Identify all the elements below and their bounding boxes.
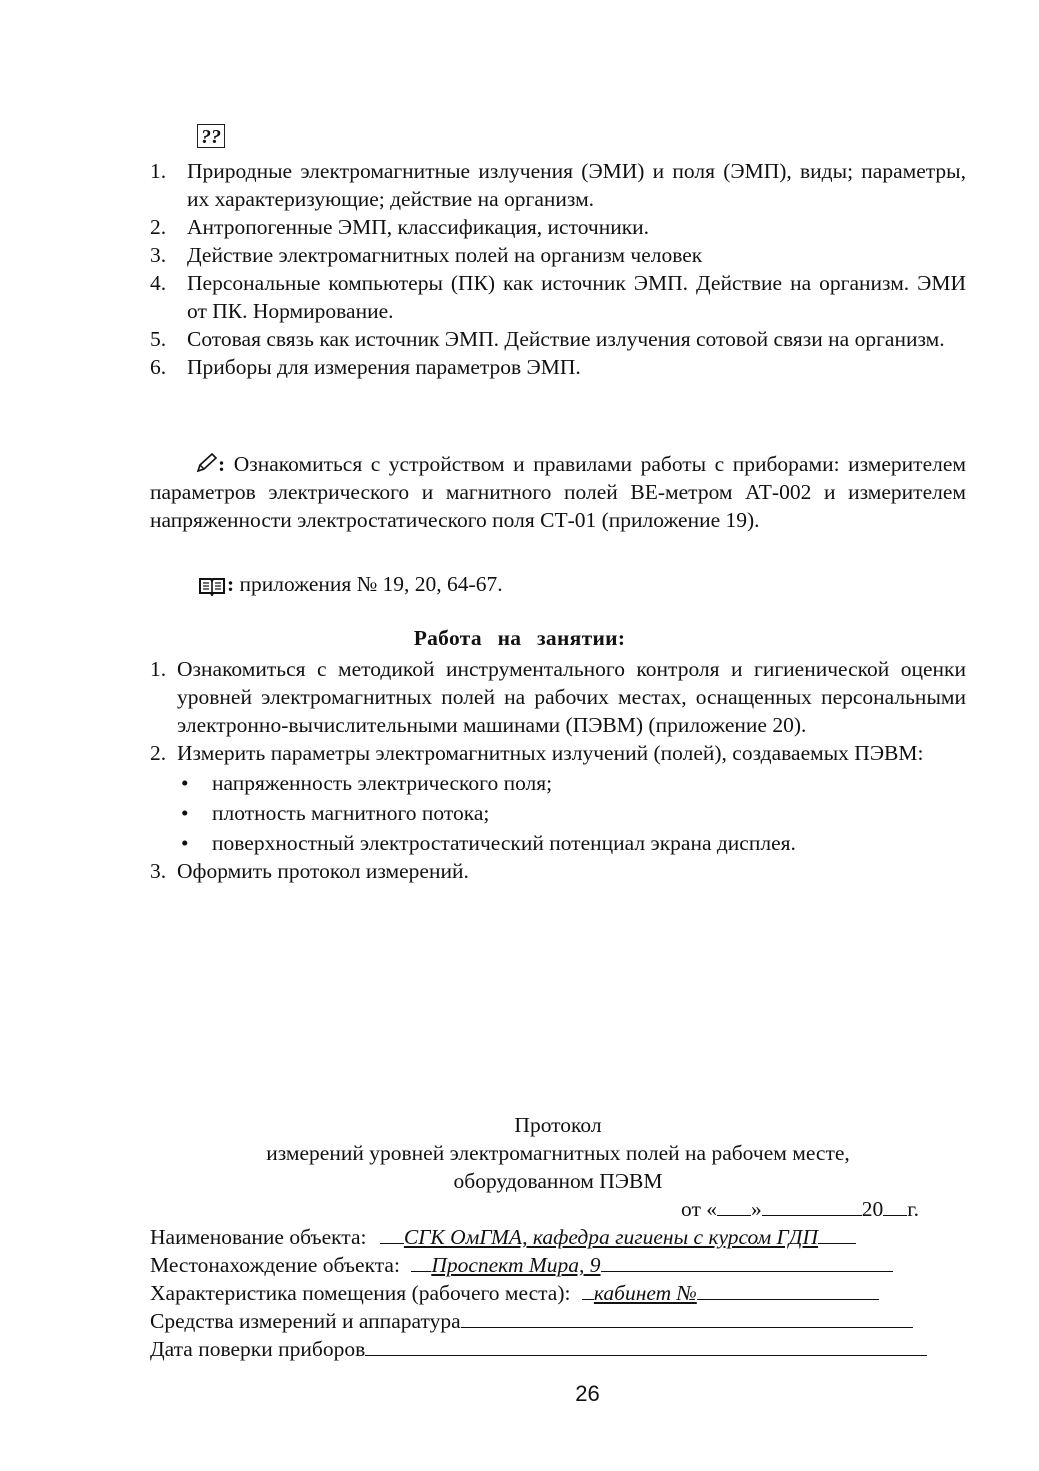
room-label: Характеристика помещения (рабочего места): (150, 1281, 571, 1305)
date-prefix: от « (681, 1197, 717, 1221)
bullet-icon: • (181, 771, 189, 795)
date-suffix: г. (907, 1197, 920, 1221)
protocol-subtitle-2: оборудованном ПЭВМ (453, 1169, 663, 1193)
bullet-icon: • (181, 831, 189, 855)
protocol-title: Протокол (514, 1113, 602, 1137)
item-text: Действие электромагнитных полей на организм человек (187, 243, 703, 267)
questions-list (150, 157, 966, 381)
date-day-field[interactable] (717, 1195, 751, 1216)
instruments-field[interactable] (461, 1307, 913, 1328)
calibration-field[interactable] (365, 1335, 927, 1356)
item-number: 2. (150, 215, 167, 239)
list-item (150, 857, 966, 885)
bullet-text: поверхностный электростатический потенциал экрана дисплея. (212, 831, 796, 855)
questions-icon: ?? (197, 124, 225, 148)
refs-colon: : (227, 572, 235, 596)
item-number: 3. (150, 859, 167, 883)
bullet-icon: • (181, 801, 189, 825)
instruments-label: Средства измерений и аппаратура (150, 1309, 461, 1333)
item-number: 3. (150, 243, 167, 267)
underline-fill (818, 1223, 856, 1244)
item-text: Персональные компьютеры (ПК) как источник ЭМП. Действие на организм. ЭМИ от ПК. Нормирование. (187, 271, 966, 323)
work-heading: Работа на занятии: (413, 626, 626, 650)
item-text: Сотовая связь как источник ЭМП. Действие излучения сотовой связи на организм. (187, 327, 945, 351)
item-text: Антропогенные ЭМП, классификация, источники. (187, 215, 650, 239)
references-line (197, 570, 503, 598)
item-text: Природные электромагнитные излучения (ЭМИ) и поля (ЭМП), виды; параметры, их характеризующие; действие на организм. (187, 159, 966, 211)
item-text: Измерить параметры электромагнитных излучений (полей), создаваемых ПЭВМ: (177, 741, 924, 765)
list-item (150, 739, 966, 767)
room-row (150, 1279, 879, 1307)
calibration-label: Дата поверки приборов (150, 1337, 366, 1361)
book-icon (197, 576, 227, 596)
task-colon: : (218, 452, 226, 476)
list-item (150, 655, 966, 739)
item-text: Ознакомиться с методикой инструментального контроля и гигиенической оценки уровней электромагнитных полей на рабочих местах, оснащенных персональными электронно-вычислительными машинами (ПЭВМ) (приложение 20). (177, 657, 966, 737)
bullet-item (150, 829, 966, 857)
list-item (150, 269, 966, 325)
instruments-row (150, 1307, 913, 1335)
object-name-value[interactable]: СГК ОмГМА, кафедра гигиены с курсом ГДП (403, 1225, 818, 1249)
location-value[interactable]: Проспект Мира, 9 (431, 1253, 601, 1277)
list-item (150, 241, 966, 269)
date-mid: » (751, 1197, 762, 1221)
protocol-subtitle: измерений уровней электромагнитных полей на рабочем месте, (266, 1141, 850, 1165)
list-item (150, 353, 966, 381)
item-number: 4. (150, 271, 167, 295)
item-number: 1. (150, 159, 167, 183)
list-item (150, 325, 966, 353)
item-number: 6. (150, 355, 167, 379)
location-row (150, 1251, 893, 1279)
date-month-field[interactable] (762, 1195, 862, 1216)
refs-text: приложения № 19, 20, 64-67. (239, 572, 503, 596)
date-year: 20 (861, 1197, 884, 1221)
pencil-icon (196, 453, 218, 473)
calibration-row (150, 1335, 927, 1363)
item-text: Приборы для измерения параметров ЭМП. (187, 355, 581, 379)
protocol-date (681, 1195, 919, 1223)
underline-fill (697, 1279, 879, 1300)
task-paragraph (150, 450, 966, 534)
bullet-text: плотность магнитного потока; (212, 801, 490, 825)
object-name-label: Наименование объекта: (150, 1225, 367, 1249)
underline-fill (601, 1251, 893, 1272)
bullet-text: напряженность электрического поля; (212, 771, 553, 795)
work-list (150, 655, 966, 885)
date-year-field[interactable] (883, 1195, 907, 1216)
bullet-item (150, 769, 966, 797)
item-number: 2. (150, 741, 167, 765)
bullet-item (150, 799, 966, 827)
item-text: Оформить протокол измерений. (177, 859, 469, 883)
room-value[interactable]: кабинет № (593, 1281, 697, 1305)
location-label: Местонахождение объекта: (150, 1253, 400, 1277)
object-name-row (150, 1223, 856, 1251)
list-item (150, 157, 966, 213)
item-number: 1. (150, 657, 167, 681)
page-number: 26 (575, 1381, 600, 1406)
list-item (150, 213, 966, 241)
item-number: 5. (150, 327, 167, 351)
task-text: Ознакомиться с устройством и правилами работы с приборами: измерителем параметров электрического и магнитного полей ВЕ-метром АТ-002 и измерителем напряженности электростатического поля СТ-01 (приложение 19). (150, 452, 966, 532)
